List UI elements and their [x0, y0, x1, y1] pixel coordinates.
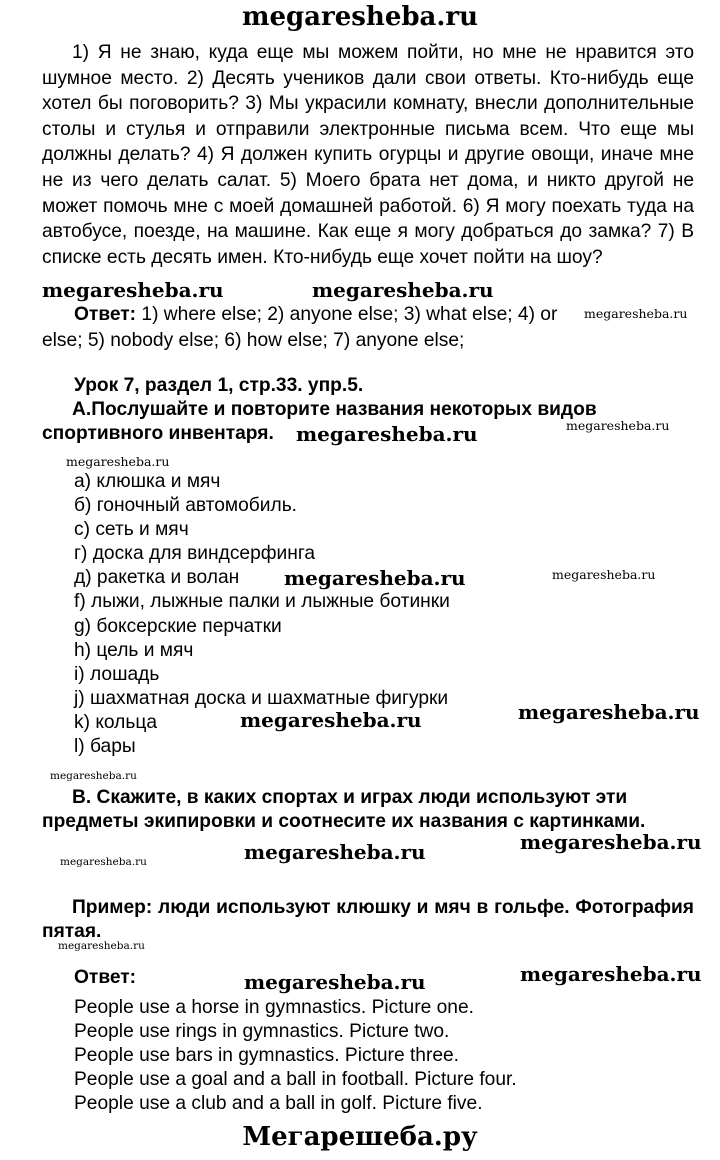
watermark: megaresheba.ru — [50, 770, 137, 782]
answer-lines — [74, 996, 517, 1116]
watermark: megaresheba.ru — [66, 454, 170, 469]
answer-paragraph — [42, 302, 602, 353]
list-item: i) лошадь — [74, 663, 160, 685]
lesson-title: Урок 7, раздел 1, стр.33. упр.5. — [74, 375, 364, 396]
site-title[interactable]: megaresheba.ru — [241, 2, 479, 32]
list-item: g) боксерские перчатки — [74, 615, 282, 637]
answer-line: People use a goal and a ball in football. Picture four. — [74, 1069, 517, 1090]
watermark: megaresheba.ru — [244, 970, 426, 994]
list-item: h) цель и мяч — [74, 639, 194, 661]
answer-line: People use rings in gymnastics. Picture two. — [74, 1021, 450, 1042]
watermark: megaresheba.ru — [240, 708, 422, 732]
answer-line: People use bars in gymnastics. Picture three. — [74, 1045, 460, 1066]
list-item: f) лыжи, лыжные палки и лыжные ботинки — [74, 591, 450, 613]
watermark: megaresheba.ru — [296, 422, 478, 446]
watermark: megaresheba.ru — [552, 567, 656, 582]
answer-line: People use a horse in gymnastics. Picture one. — [74, 997, 474, 1018]
list-item: j) шахматная доска и шахматные фигурки — [74, 687, 449, 709]
answer-label: Ответ: — [74, 967, 137, 988]
answer-label: Ответ: — [74, 304, 137, 325]
list-item: k) кольца — [74, 711, 158, 733]
watermark: megaresheba.ru — [566, 418, 670, 433]
answer-line: People use a club and a ball in golf. Picture five. — [74, 1093, 483, 1114]
watermark: megaresheba.ru — [520, 830, 702, 854]
watermark: megaresheba.ru — [520, 962, 702, 986]
footer-title[interactable]: Мегарешеба.ру — [242, 1122, 478, 1152]
translation-paragraph: 1) Я не знаю, куда еще мы можем пойти, но мне не нравится это шумное место. 2) Десять учеников дали свои ответы. Кто-нибудь еще хотел бы поговорить? 3) Мы украсили комнату, внесли дополнительные столы и стулья и отправили электронные письма всем. Что еще мы должны делать? 4) Я должен купить огурцы и другие овощи, иначе мне не из чего делать салат. 5) Моего брата нет дома, и никто другой не может помочь мне с моей домашней работой. 6) Я могу поехать туда на автобусе, поезде, на машине. Как еще я могу добраться до замка? 7) В списке есть десять имен. Кто-нибудь еще хочет пойти на шоу? — [42, 42, 694, 268]
list-item: д) ракетка и волан — [74, 567, 240, 589]
watermark: megaresheba.ru — [244, 840, 426, 864]
watermark: megaresheba.ru — [584, 306, 688, 321]
list-item: с) сеть и мяч — [74, 519, 189, 541]
list-item: г) доска для виндсерфинга — [74, 543, 316, 565]
list-item: б) гоночный автомобиль. — [74, 495, 298, 517]
list-item: а) клюшка и мяч — [74, 471, 221, 492]
watermark: megaresheba.ru — [58, 940, 145, 952]
watermark: megaresheba.ru — [284, 566, 466, 590]
watermark: megaresheba.ru — [518, 700, 700, 724]
watermark: megaresheba.ru — [42, 278, 224, 302]
watermark: megaresheba.ru — [60, 856, 147, 868]
watermark: megaresheba.ru — [312, 278, 494, 302]
answer-text: 1) where else; 2) anyone else; 3) what else; 4) or else; 5) nobody else; 6) how else; 7) anyone else; — [42, 304, 558, 351]
part-a-instruction: А.Послушайте и повторите названия некоторых видов спортивного инвентаря. — [42, 399, 597, 444]
example: Пример: люди используют клюшку и мяч в гольфе. Фотография пятая. — [42, 897, 694, 942]
list-item: l) бары — [74, 736, 136, 758]
part-b-instruction: В. Скажите, в каких спортах и играх люди используют эти предметы экипировки и соотнесите их названия с картинками. — [42, 787, 646, 832]
